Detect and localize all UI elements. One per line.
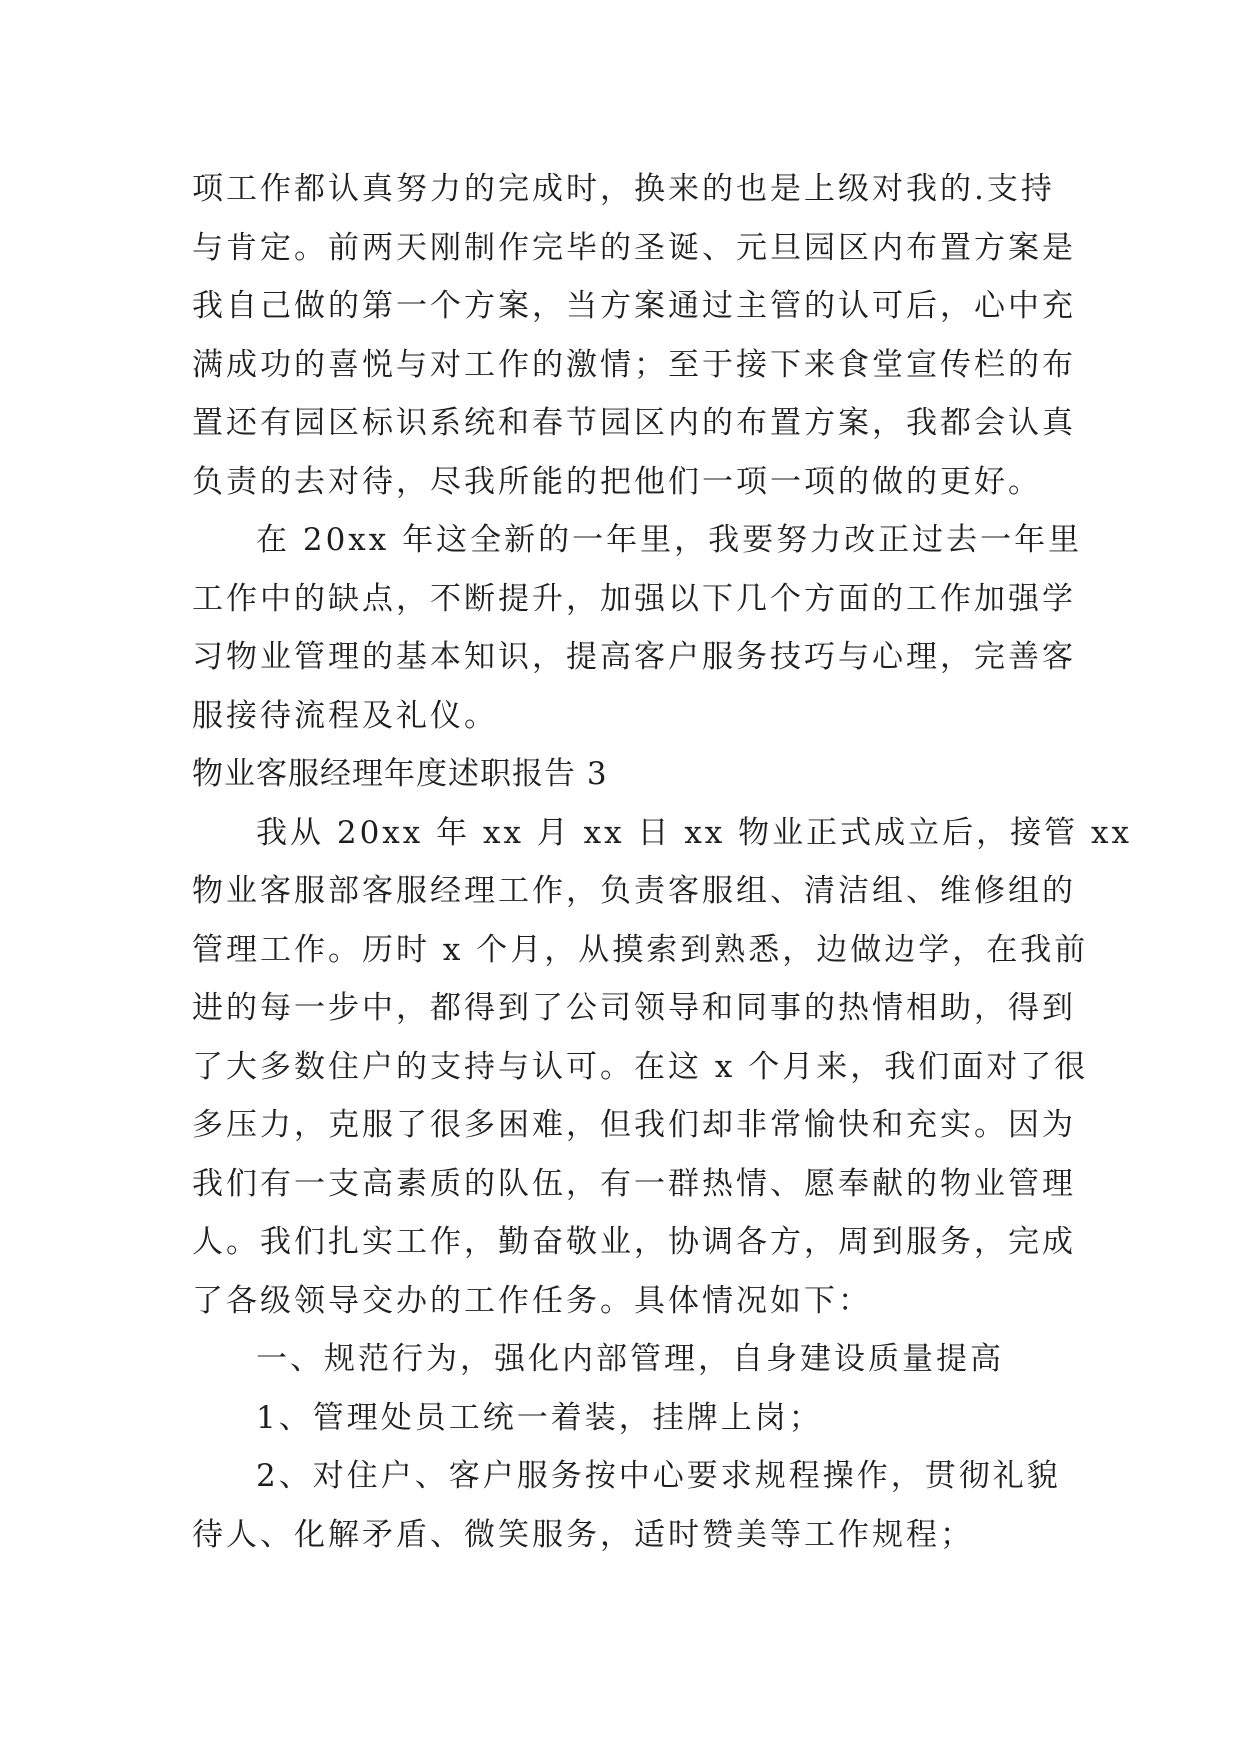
text-line: 与肯定。前两天刚制作完毕的圣诞、元旦园区内布置方案是 bbox=[192, 229, 1076, 266]
text-line: 了各级领导交办的工作任务。具体情况如下： bbox=[192, 1282, 872, 1319]
list-item: 2、对住户、客户服务按中心要求规程操作，贯彻礼貌 bbox=[256, 1458, 1061, 1494]
text-line: 服接待流程及礼仪。 bbox=[192, 697, 498, 734]
subsection-heading: 一、规范行为，强化内部管理，自身建设质量提高 bbox=[256, 1341, 1004, 1377]
text-line: 物业客服部客服经理工作，负责客服组、清洁组、维修组的 bbox=[192, 873, 1076, 909]
text-line: 满成功的喜悦与对工作的激情；至于接下来食堂宣传栏的布 bbox=[192, 346, 1076, 383]
text-line: 进的每一步中，都得到了公司领导和同事的热情相助，得到 bbox=[192, 990, 1076, 1026]
text-line: 项工作都认真努力的完成时，换来的也是上级对我的.支持 bbox=[192, 171, 1055, 207]
text-line: 管理工作。历时 x 个月，从摸索到熟悉，边做边学，在我前 bbox=[192, 931, 1089, 968]
text-line: 了大多数住户的支持与认可。在这 x 个月来，我们面对了很 bbox=[192, 1048, 1089, 1085]
text-line: 我们有一支高素质的队伍，有一群热情、愿奉献的物业管理 bbox=[192, 1165, 1076, 1202]
text-line: 人。我们扎实工作，勤奋敬业，协调各方，周到服务，完成 bbox=[192, 1224, 1076, 1260]
document-page bbox=[192, 160, 1132, 1564]
paragraph-start-line: 在 20xx 年这全新的一年里，我要努力改正过去一年里 bbox=[256, 522, 1083, 558]
section-heading: 物业客服经理年度述职报告 3 bbox=[192, 756, 608, 792]
text-line: 工作中的缺点，不断提升，加强以下几个方面的工作加强学 bbox=[192, 580, 1076, 617]
text-line: 负责的去对待，尽我所能的把他们一项一项的做的更好。 bbox=[192, 463, 1042, 500]
text-line: 多压力，克服了很多困难，但我们却非常愉快和充实。因为 bbox=[192, 1107, 1076, 1143]
text-line: 我自己做的第一个方案，当方案通过主管的认可后，心中充 bbox=[192, 288, 1076, 324]
paragraph-start-line: 我从 20xx 年 xx 月 xx 日 xx 物业正式成立后，接管 xx bbox=[256, 814, 1132, 851]
list-item: 1、管理处员工统一着装，挂牌上岗； bbox=[256, 1399, 823, 1436]
text-line: 置还有园区标识系统和春节园区内的布置方案，我都会认真 bbox=[192, 405, 1076, 441]
text-line: 待人、化解矛盾、微笑服务，适时赞美等工作规程； bbox=[192, 1516, 974, 1553]
text-line: 习物业管理的基本知识，提高客户服务技巧与心理，完善客 bbox=[192, 639, 1076, 675]
